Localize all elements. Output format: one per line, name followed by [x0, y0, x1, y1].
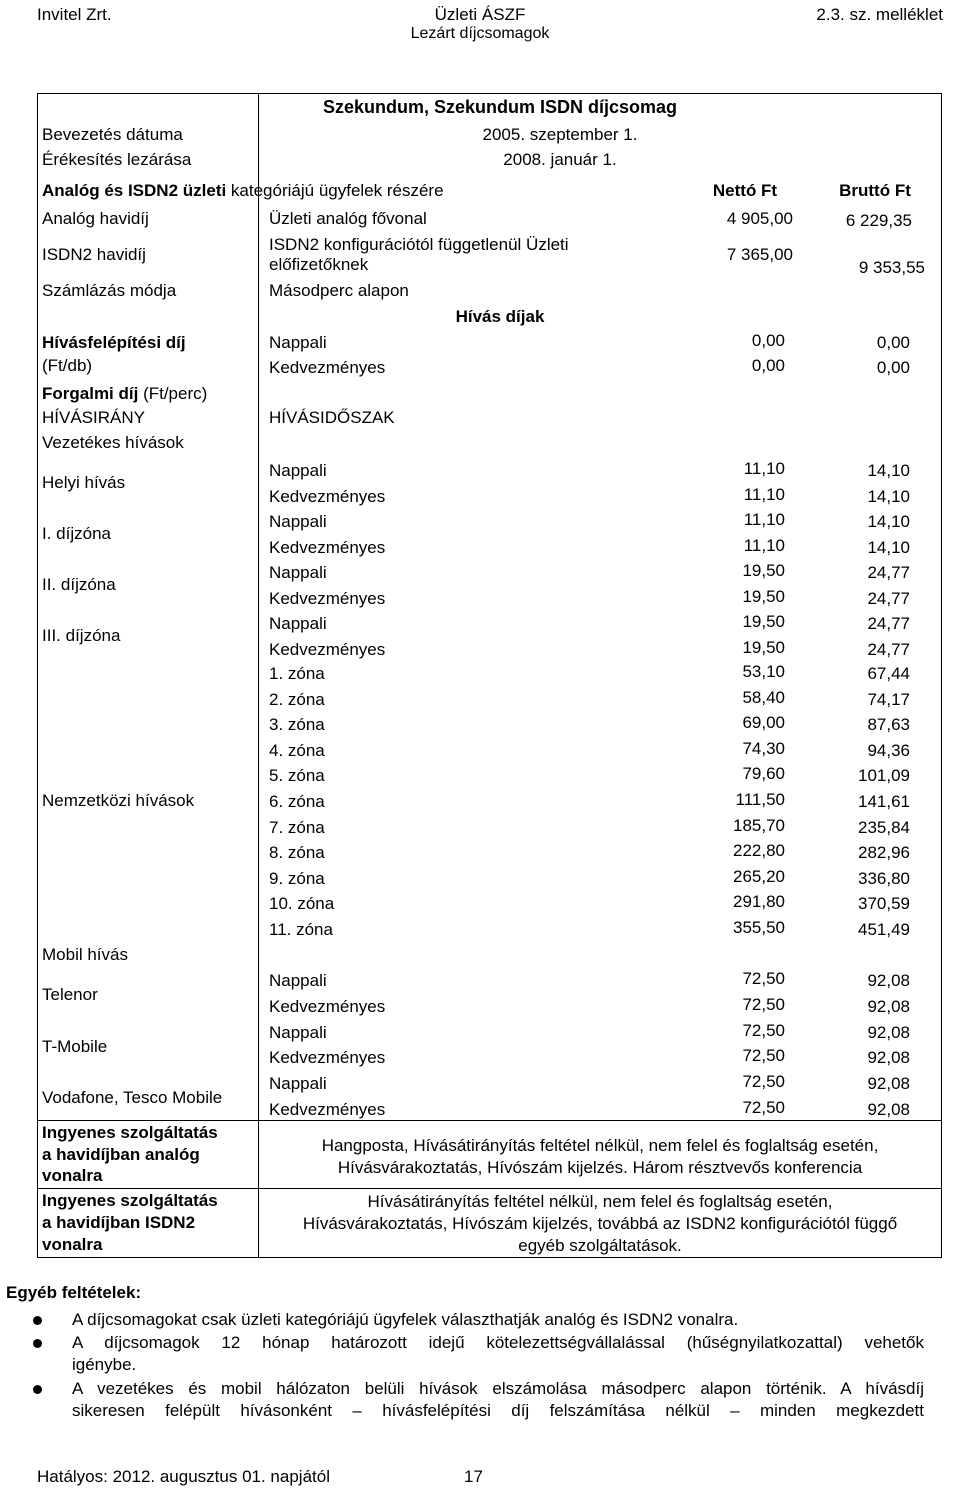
net-price: 79,60	[742, 764, 785, 784]
condition-line: sikeresen felépült hívásonként – hívásfelépítési díj felszámítása nélkül – minden megkezdett	[72, 1401, 924, 1420]
net-price: 72,50	[742, 1072, 785, 1091]
package-title: Szekundum, Szekundum ISDN díjcsomag	[322, 97, 678, 117]
call-period: Nappali	[269, 1022, 327, 1042]
gross-price: 92,08	[867, 996, 910, 1016]
call-period: 1. zóna	[269, 664, 325, 683]
call-period: Nappali	[269, 461, 327, 480]
net-price: 69,00	[742, 713, 785, 733]
row-divider	[37, 1188, 942, 1189]
gross-price: 24,77	[867, 563, 910, 582]
gross-price: 14,10	[867, 486, 910, 506]
intl-calls-label: Nemzetközi hívások	[42, 791, 195, 810]
call-period: 6. zóna	[269, 792, 325, 811]
conditions-title: Egyéb feltételek:	[6, 1283, 142, 1302]
call-period: 8. zóna	[269, 843, 325, 863]
bullet-icon	[33, 1385, 42, 1394]
gross-price: 14,10	[867, 512, 910, 531]
net-price: 74,30	[742, 738, 785, 758]
traffic-fee-bold: Forgalmi díj	[42, 384, 139, 403]
condition-line: A díjcsomagok 12 hónap határozott idejű kötelezettségvállalással (hűségnyilatkozattal) vehetők	[72, 1333, 924, 1352]
gross-price: 92,08	[867, 1099, 910, 1119]
gross-price: 87,63	[867, 715, 910, 735]
call-period: Kedvezményes	[269, 537, 386, 557]
bullet-icon	[33, 1316, 42, 1325]
net-price: 0,00	[751, 356, 785, 375]
net-price: 265,20	[733, 866, 785, 886]
isdn-monthly-net: 7 365,00	[726, 245, 793, 264]
traffic-fee-header	[42, 385, 207, 402]
net-price: 11,10	[743, 459, 785, 478]
free-services-label-line: Ingyenes szolgáltatás	[42, 1191, 218, 1210]
net-price: 58,40	[742, 687, 785, 707]
mobile-operator: Vodafone, Tesco Mobile	[42, 1088, 223, 1107]
net-price: 72,50	[742, 1020, 785, 1040]
gross-price: 101,09	[858, 766, 910, 786]
gross-price: 235,84	[858, 817, 910, 837]
net-price: 72,50	[742, 1097, 785, 1117]
customer-category-rest: kategóriájú ügyfelek részére	[226, 181, 444, 200]
mobile-calls-label: Mobil hívás	[42, 945, 128, 964]
company-name: Invitel Zrt.	[37, 5, 112, 24]
call-period: Kedvezményes	[269, 1099, 386, 1119]
free-services-label-line: Ingyenes szolgáltatás	[42, 1123, 218, 1142]
free-services-label-line: a havidíjban ISDN2	[42, 1213, 196, 1232]
free-services-text-line: Hívásátirányítás feltétel nélkül, nem felel és foglaltság esetén,	[367, 1192, 833, 1211]
call-period: 10. zóna	[269, 894, 335, 914]
free-services-text-line: egyéb szolgáltatások.	[518, 1236, 682, 1255]
gross-price: 370,59	[858, 894, 910, 914]
page-number: 17	[464, 1467, 483, 1486]
gross-price: 0,00	[876, 358, 910, 377]
document-title: Üzleti ÁSZF	[434, 5, 526, 24]
intro-date-value: 2005. szeptember 1.	[482, 125, 638, 144]
gross-price: 14,10	[867, 461, 910, 480]
net-price: 291,80	[733, 892, 785, 912]
condition-line: A díjcsomagokat csak üzleti kategóriájú ügyfelek választhatják analóg és ISDN2 vonalra.	[72, 1310, 739, 1329]
call-period: 5. zóna	[269, 766, 325, 786]
free-services-text-line: Hívásvárakoztatás, Hívószám kijelzés, továbbá az ISDN2 konfigurációtól függő	[302, 1214, 898, 1233]
call-period: Kedvezményes	[269, 486, 386, 506]
gross-column-header: Bruttó Ft	[839, 181, 911, 200]
direction-header: HÍVÁSIRÁNY	[42, 408, 145, 427]
call-period: Nappali	[269, 614, 327, 633]
billing-value: Másodperc alapon	[269, 281, 409, 300]
fixed-calls-label: Vezetékes hívások	[42, 433, 184, 452]
call-period: 4. zóna	[269, 740, 325, 760]
mobile-operator: Telenor	[42, 985, 98, 1004]
traffic-fee-unit: (Ft/perc)	[138, 384, 208, 403]
document-subtitle: Lezárt díjcsomagok	[410, 25, 550, 42]
isdn-monthly-gross: 9 353,55	[858, 258, 925, 277]
gross-price: 74,17	[867, 689, 910, 709]
condition-line: igénybe.	[72, 1355, 137, 1374]
gross-price: 24,77	[867, 614, 910, 633]
call-period: 9. zóna	[269, 868, 325, 888]
gross-price: 92,08	[867, 1048, 910, 1067]
gross-price: 92,08	[867, 1074, 910, 1093]
call-period: Kedvezményes	[269, 639, 386, 659]
call-period: 2. zóna	[269, 689, 325, 709]
free-services-text-line: Hangposta, Hívásátirányítás feltétel nélkül, nem felel és foglaltság esetén,	[321, 1136, 879, 1155]
call-period: Nappali	[269, 512, 327, 531]
gross-price: 336,80	[858, 868, 910, 888]
gross-price: 282,96	[858, 843, 910, 863]
isdn-monthly-desc-2: előfizetőknek	[269, 255, 369, 274]
free-services-label-line: vonalra	[42, 1166, 103, 1185]
gross-price: 94,36	[867, 740, 910, 760]
sales-closed-value: 2008. január 1.	[503, 150, 617, 169]
isdn-monthly-label: ISDN2 havidíj	[42, 245, 146, 264]
gross-price: 14,10	[867, 537, 910, 557]
free-services-label-line: a havidíjban analóg	[42, 1144, 200, 1164]
free-services-text-line: Hívásvárakoztatás, Hívószám kijelzés. Három résztvevős konferencia	[337, 1157, 863, 1177]
gross-price: 0,00	[876, 333, 910, 352]
setup-fee-label: Hívásfelépítési díj	[42, 333, 186, 352]
net-price: 222,80	[733, 841, 785, 861]
call-fees-title: Hívás díjak	[455, 307, 545, 326]
customer-category-header	[42, 182, 444, 199]
isdn-monthly-desc-1: ISDN2 konfigurációtól függetlenül Üzleti	[269, 235, 569, 254]
net-price: 19,50	[742, 612, 785, 631]
net-price: 355,50	[733, 918, 785, 937]
call-period: Kedvezményes	[269, 996, 386, 1016]
net-price: 0,00	[751, 331, 785, 350]
net-price: 19,50	[742, 586, 785, 606]
net-price: 185,70	[733, 815, 785, 835]
net-price: 53,10	[742, 662, 785, 681]
net-price: 11,10	[743, 535, 785, 555]
net-price: 72,50	[742, 1046, 785, 1065]
call-direction: II. díjzóna	[42, 575, 116, 594]
billing-label: Számlázás módja	[42, 281, 177, 300]
analog-monthly-gross: 6 229,35	[845, 211, 912, 230]
row-divider	[37, 1120, 942, 1121]
net-price: 72,50	[742, 994, 785, 1014]
gross-price: 24,77	[867, 639, 910, 659]
setup-fee-unit: (Ft/db)	[42, 356, 93, 375]
free-services-label-line: vonalra	[42, 1235, 103, 1254]
call-period: Nappali	[269, 971, 327, 990]
column-divider	[258, 93, 259, 1258]
net-price: 11,10	[743, 510, 785, 529]
condition-line: A vezetékes és mobil hálózaton belüli hívások elszámolása másodperc alapon történik. A hívásdíj	[72, 1379, 924, 1398]
effective-date: Hatályos: 2012. augusztus 01. napjától	[37, 1467, 330, 1486]
net-price: 72,50	[742, 969, 785, 988]
call-direction: Helyi hívás	[42, 473, 126, 492]
call-period: Nappali	[269, 1074, 327, 1093]
gross-price: 67,44	[867, 664, 910, 683]
call-period: Nappali	[269, 333, 327, 352]
intro-date-label: Bevezetés dátuma	[42, 125, 183, 144]
analog-monthly-label: Analóg havidíj	[42, 209, 149, 228]
call-period: 7. zóna	[269, 817, 325, 837]
gross-price: 24,77	[867, 588, 910, 608]
call-period: Kedvezményes	[269, 588, 386, 608]
call-direction: III. díjzóna	[42, 626, 121, 645]
call-period: Kedvezményes	[269, 1048, 386, 1067]
call-direction: I. díjzóna	[42, 524, 111, 543]
annex-label: 2.3. sz. melléklet	[816, 5, 943, 24]
call-period: 3. zóna	[269, 715, 325, 735]
gross-price: 451,49	[858, 920, 910, 939]
net-price: 111,50	[735, 790, 785, 809]
analog-monthly-desc: Üzleti analóg fővonal	[269, 209, 427, 228]
gross-price: 92,08	[867, 1022, 910, 1042]
net-price: 19,50	[742, 637, 785, 657]
call-period: Nappali	[269, 563, 327, 582]
net-price: 19,50	[742, 561, 785, 580]
net-price: 11,10	[743, 484, 785, 504]
sales-closed-label: Érékesítés lezárása	[42, 150, 192, 169]
call-period: 11. zóna	[269, 920, 333, 939]
customer-category-bold: Analóg és ISDN2 üzleti	[42, 181, 227, 200]
period-header: HÍVÁSIDŐSZAK	[269, 408, 395, 427]
gross-price: 92,08	[867, 971, 910, 990]
gross-price: 141,61	[858, 792, 910, 811]
net-column-header: Nettó Ft	[712, 181, 778, 200]
analog-monthly-net: 4 905,00	[726, 209, 793, 228]
mobile-operator: T-Mobile	[42, 1036, 108, 1056]
bullet-icon	[33, 1339, 42, 1348]
call-period: Kedvezményes	[269, 358, 386, 377]
